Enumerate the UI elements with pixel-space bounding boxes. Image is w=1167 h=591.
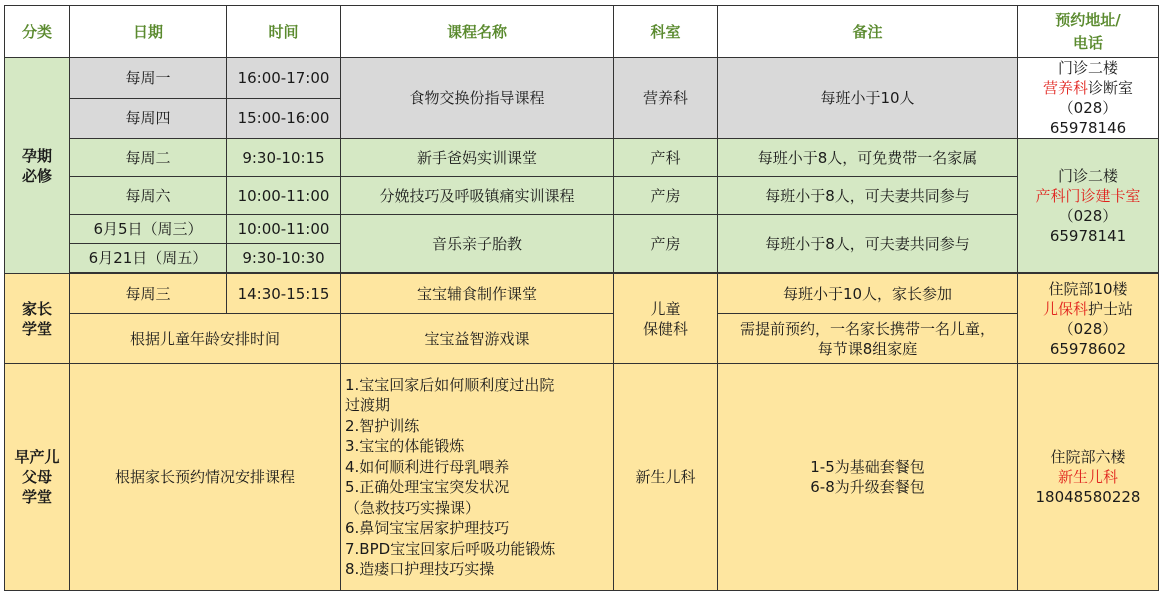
address-dept-highlight: 营养科	[1042, 79, 1088, 97]
note-cell: 每班小于8人，可免费带一名家属	[718, 139, 1018, 177]
table-row	[5, 177, 1159, 215]
header-course: 课程名称	[341, 6, 614, 58]
header-address-line2: 电话	[1072, 33, 1103, 52]
category-line: 父母	[21, 468, 52, 486]
list-item: 2.智护训练	[345, 416, 420, 435]
note-cell: 每班小于8人，可夫妻共同参与	[718, 215, 1018, 273]
time-cell: 9:30-10:30	[227, 244, 341, 273]
table-row	[5, 274, 1159, 314]
address-phone: （028）65978141	[1049, 206, 1127, 245]
date-cell: 根据家长预约情况安排课程	[70, 364, 341, 591]
course-list-cell	[341, 364, 614, 591]
list-item: 过渡期	[345, 396, 391, 414]
date-cell: 6月5日（周三）	[70, 215, 227, 244]
category-line: 学堂	[21, 488, 52, 506]
date-cell: 根据儿童年龄安排时间	[70, 314, 341, 364]
dept-line: 保健科	[642, 319, 688, 338]
header-date: 日期	[70, 6, 227, 58]
course-cell: 分娩技巧及呼吸镇痛实训课程	[341, 177, 614, 215]
header-note: 备注	[718, 6, 1018, 58]
dept-cell	[614, 274, 718, 364]
list-item: 1.宝宝回家后如何顺利度过出院	[345, 375, 555, 394]
table-row	[5, 58, 1159, 99]
category-line: 孕期	[21, 146, 52, 165]
category-line: 家长	[21, 299, 52, 318]
header-row	[5, 6, 1159, 58]
course-cell: 新手爸妈实训课堂	[341, 139, 614, 177]
course-cell: 食物交换份指导课程	[341, 58, 614, 139]
course-schedule-table	[4, 5, 1159, 591]
address-line: 门诊二楼	[1057, 166, 1118, 185]
table-row	[5, 314, 1159, 364]
address-room	[1022, 78, 1154, 98]
address-line: 门诊二楼	[1057, 59, 1118, 77]
dept-cell: 产科	[614, 139, 718, 177]
address-line: 住院部六楼	[1050, 448, 1126, 466]
date-cell: 每周四	[70, 98, 227, 139]
time-cell: 10:00-11:00	[227, 215, 341, 244]
address-phone: 18048580228	[1035, 488, 1141, 506]
list-item: （急救技巧实操课）	[345, 498, 481, 517]
date-cell: 每周一	[70, 58, 227, 99]
date-cell: 每周二	[70, 139, 227, 177]
date-cell: 每周三	[70, 274, 227, 314]
address-cell	[1018, 139, 1159, 273]
category-parents	[5, 274, 70, 364]
category-preterm	[5, 364, 70, 591]
dept-line: 儿童	[650, 299, 681, 318]
time-cell: 14:30-15:15	[227, 274, 341, 314]
note-cell	[718, 364, 1018, 591]
address-cell	[1018, 274, 1159, 364]
header-category: 分类	[5, 6, 70, 58]
course-list	[345, 375, 609, 580]
header-address-line1: 预约地址/	[1055, 10, 1121, 29]
note-line: 1-5为基础套餐包	[810, 458, 925, 476]
address-line: 住院部10楼	[1048, 279, 1128, 298]
category-line: 学堂	[21, 319, 52, 338]
note-line: 6-8为升级套餐包	[810, 478, 925, 496]
address-cell	[1018, 58, 1159, 139]
dept-cell: 产房	[614, 177, 718, 215]
course-cell: 宝宝辅食制作课堂	[341, 274, 614, 314]
address-phone: （028）65978146	[1049, 99, 1127, 137]
date-cell: 每周六	[70, 177, 227, 215]
course-cell: 宝宝益智游戏课	[341, 314, 614, 364]
address-phone: （028）65978602	[1049, 319, 1127, 358]
table-row	[5, 215, 1159, 244]
list-item: 5.正确处理宝宝突发状况	[345, 478, 510, 496]
time-cell: 9:30-10:15	[227, 139, 341, 177]
list-item: 4.如何顺利进行母乳喂养	[345, 457, 510, 476]
time-cell: 15:00-16:00	[227, 98, 341, 139]
address-room-rest: 诊断室	[1088, 79, 1134, 97]
address-dept-highlight: 产科门诊建卡室	[1035, 186, 1141, 205]
table-row	[5, 139, 1159, 177]
header-dept: 科室	[614, 6, 718, 58]
header-address	[1018, 6, 1159, 58]
address-room	[1022, 299, 1154, 319]
header-time: 时间	[227, 6, 341, 58]
dept-cell: 产房	[614, 215, 718, 273]
address-cell	[1018, 364, 1159, 591]
address-room-rest: 护士站	[1088, 299, 1134, 318]
dept-cell: 营养科	[614, 58, 718, 139]
time-cell: 16:00-17:00	[227, 58, 341, 99]
note-cell: 需提前预约，一名家长携带一名儿童，每节课8组家庭	[718, 314, 1018, 364]
address-dept-highlight: 新生儿科	[1057, 468, 1118, 486]
list-item: 8.造瘘口护理技巧实操	[345, 560, 495, 578]
dept-cell: 新生儿科	[614, 364, 718, 591]
note-cell: 每班小于10人，家长参加	[718, 274, 1018, 314]
table-row	[5, 364, 1159, 591]
note-cell: 每班小于8人，可夫妻共同参与	[718, 177, 1018, 215]
note-cell: 每班小于10人	[718, 58, 1018, 139]
category-pregnancy	[5, 58, 70, 274]
course-cell: 音乐亲子胎教	[341, 215, 614, 273]
address-dept-highlight: 儿保科	[1042, 299, 1088, 318]
date-cell: 6月21日（周五）	[70, 244, 227, 273]
list-item: 7.BPD宝宝回家后呼吸功能锻炼	[345, 539, 556, 558]
category-line: 早产儿	[14, 448, 60, 466]
list-item: 6.鼻饲宝宝居家护理技巧	[345, 519, 510, 537]
list-item: 3.宝宝的体能锻炼	[345, 437, 465, 455]
category-line: 必修	[21, 166, 52, 185]
time-cell: 10:00-11:00	[227, 177, 341, 215]
